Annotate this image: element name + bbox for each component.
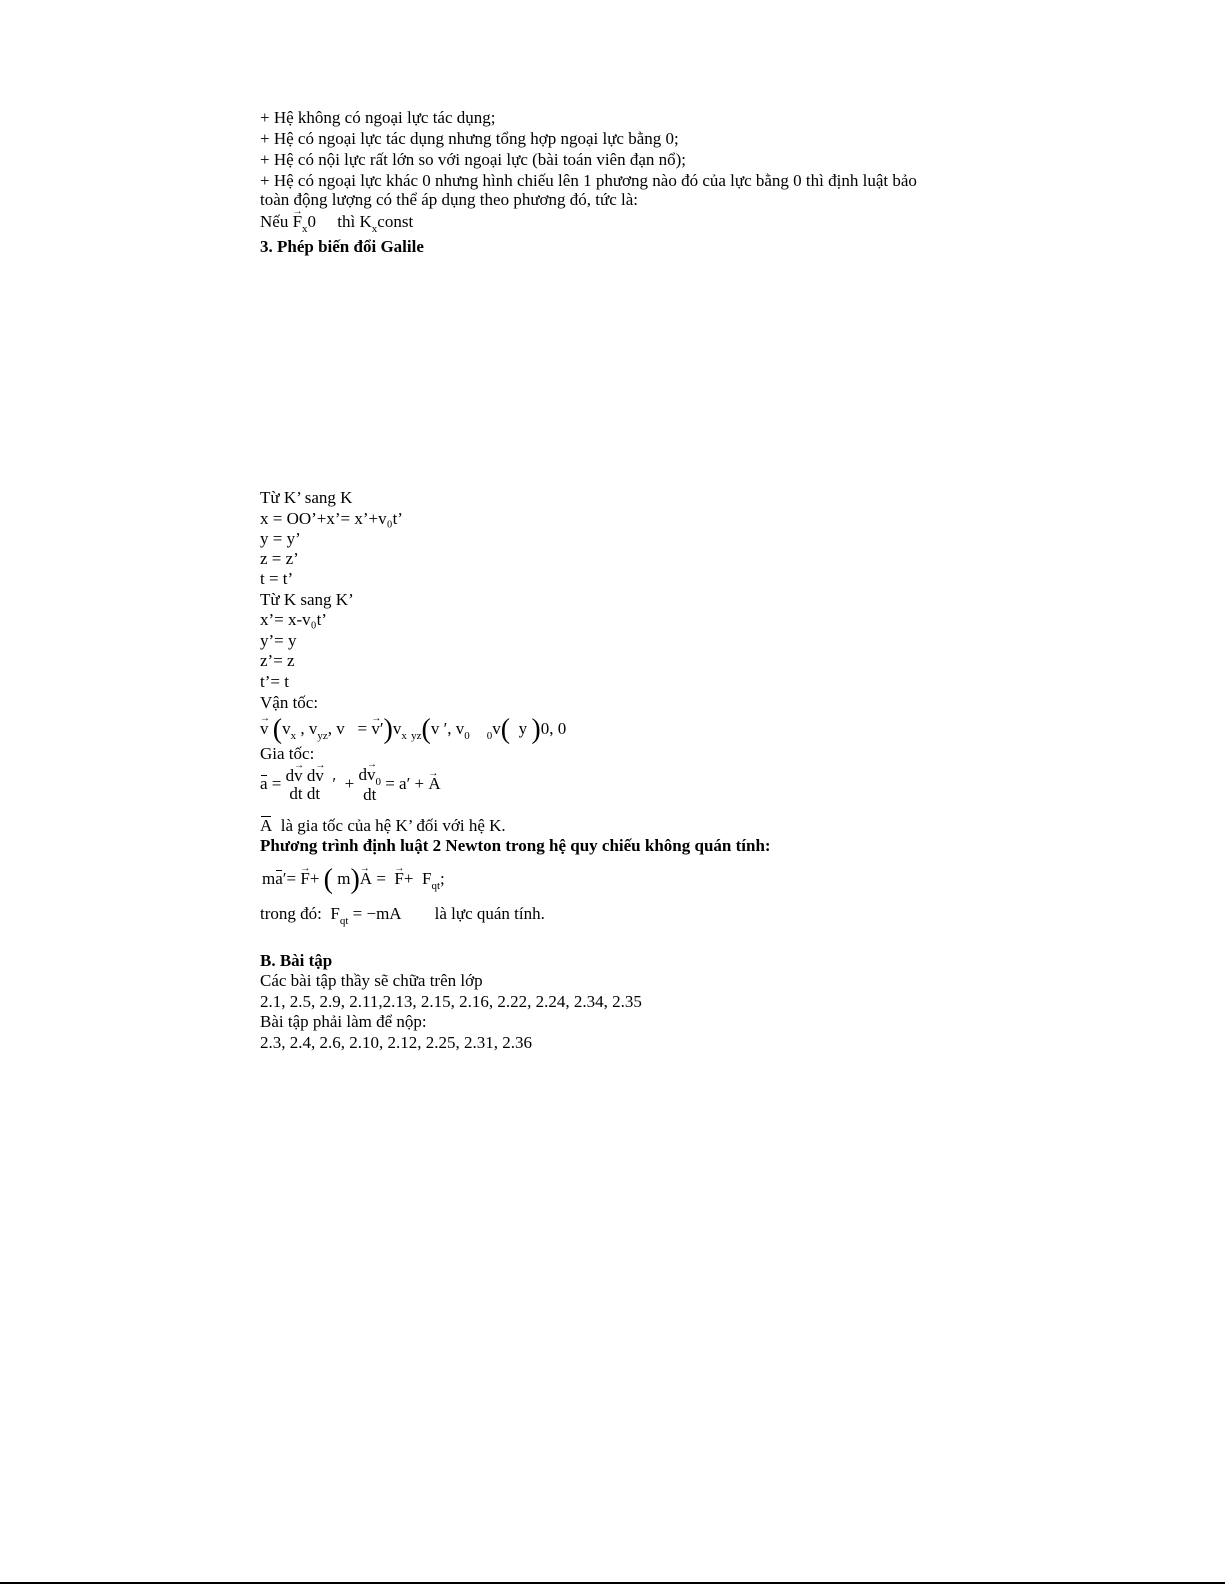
condition-force: → $F_x$ <box>293 211 308 235</box>
transform-kp-to-k-title: Từ K’ sang K <box>260 488 353 507</box>
bullet-no-external-force: + Hệ không có ngoại lực tác dụng; <box>260 108 496 127</box>
transform-kp-to-k-z: z = z’ <box>260 549 299 568</box>
newton-equation: ma′= → F+ ( m)→ A = → $F+ F_{qt}$; <box>262 866 445 891</box>
inertial-force-suffix: là lực quán tính. <box>434 904 545 923</box>
bullet-projection-zero-cont: toàn động lượng có thể áp dụng theo phương đó, tức là: <box>260 190 639 209</box>
teacher-exercises-list: 2.1, 2.5, 2.9, 2.11,2.13, 2.15, 2.16, 2.22, 2.24, 2.34, 2.35 <box>260 992 642 1011</box>
transform-k-to-kp-x: x’= x-v₀t’ <box>260 610 327 629</box>
A-definition <box>260 815 506 836</box>
velocity-label: Vận tốc: <box>260 693 319 712</box>
A-definition-text: là gia tốc của hệ K’ đối với hệ K. <box>280 816 506 835</box>
inertial-force-prefix: trong đó: <box>260 904 322 923</box>
condition-if: Nếu <box>260 212 289 231</box>
transform-kp-to-k-y: y = y’ <box>260 529 301 548</box>
bullet-large-internal-force: + Hệ có nội lực rất lớn so với ngoại lực (bài toán viên đạn nổ); <box>260 150 687 169</box>
submit-exercises-list: 2.3, 2.4, 2.6, 2.10, 2.12, 2.25, 2.31, 2.36 <box>260 1033 532 1052</box>
transform-kp-to-k-x: x = OO’+x’= x’+v₀t’ <box>260 509 403 528</box>
page-bottom-rule <box>0 1582 1225 1584</box>
transform-k-to-kp-y: y’= y <box>260 631 297 650</box>
transform-k-to-kp-t: t’= t <box>260 672 289 691</box>
heading-galile: 3. Phép biến đổi Galile <box>260 237 424 256</box>
section-b-heading: B. Bài tập <box>260 951 333 970</box>
condition-const: const <box>377 212 414 231</box>
conservation-condition <box>260 211 413 235</box>
teacher-exercises-label: Các bài tập thầy sẽ chữa trên lớp <box>260 971 483 990</box>
acceleration-equation: a = d→ v d→ v dt dt ′ + $d\to v_0$ dt = a′ + → A <box>260 766 441 804</box>
acceleration-label: Gia tốc: <box>260 744 315 763</box>
condition-then: thì <box>337 212 356 231</box>
transform-k-to-kp-z: z’= z <box>260 651 295 670</box>
condition-momentum: $K_x$ <box>359 212 378 235</box>
bullet-projection-zero: + Hệ có ngoại lực khác 0 nhưng hình chiếu lên 1 phương nào đó của lực bằng 0 thì định luật bảo <box>260 171 917 190</box>
transform-kp-to-k-t: t = t’ <box>260 569 294 588</box>
bullet-zero-net-force: + Hệ có ngoại lực tác dụng nhưng tổng hợp ngoại lực bằng 0; <box>260 129 679 148</box>
inertial-force-line: trong đó: $F_{qt} = -mA$ là lực quán tính. <box>260 904 545 927</box>
A-symbol: A <box>260 816 273 835</box>
condition-zero: 0 <box>307 212 317 231</box>
submit-exercises-label: Bài tập phải làm để nộp: <box>260 1012 427 1031</box>
velocity-equation: → v ($v_x$ , $v_{yz}$, v = → $v')v_x$ $_{yz}$(v ′, $v_0$ $_0$v( y )0, 0 <box>260 716 566 741</box>
transform-k-to-kp-title: Từ K sang K’ <box>260 590 354 609</box>
heading-newton: Phương trình định luật 2 Newton trong hệ quy chiếu không quán tính: <box>260 836 771 855</box>
